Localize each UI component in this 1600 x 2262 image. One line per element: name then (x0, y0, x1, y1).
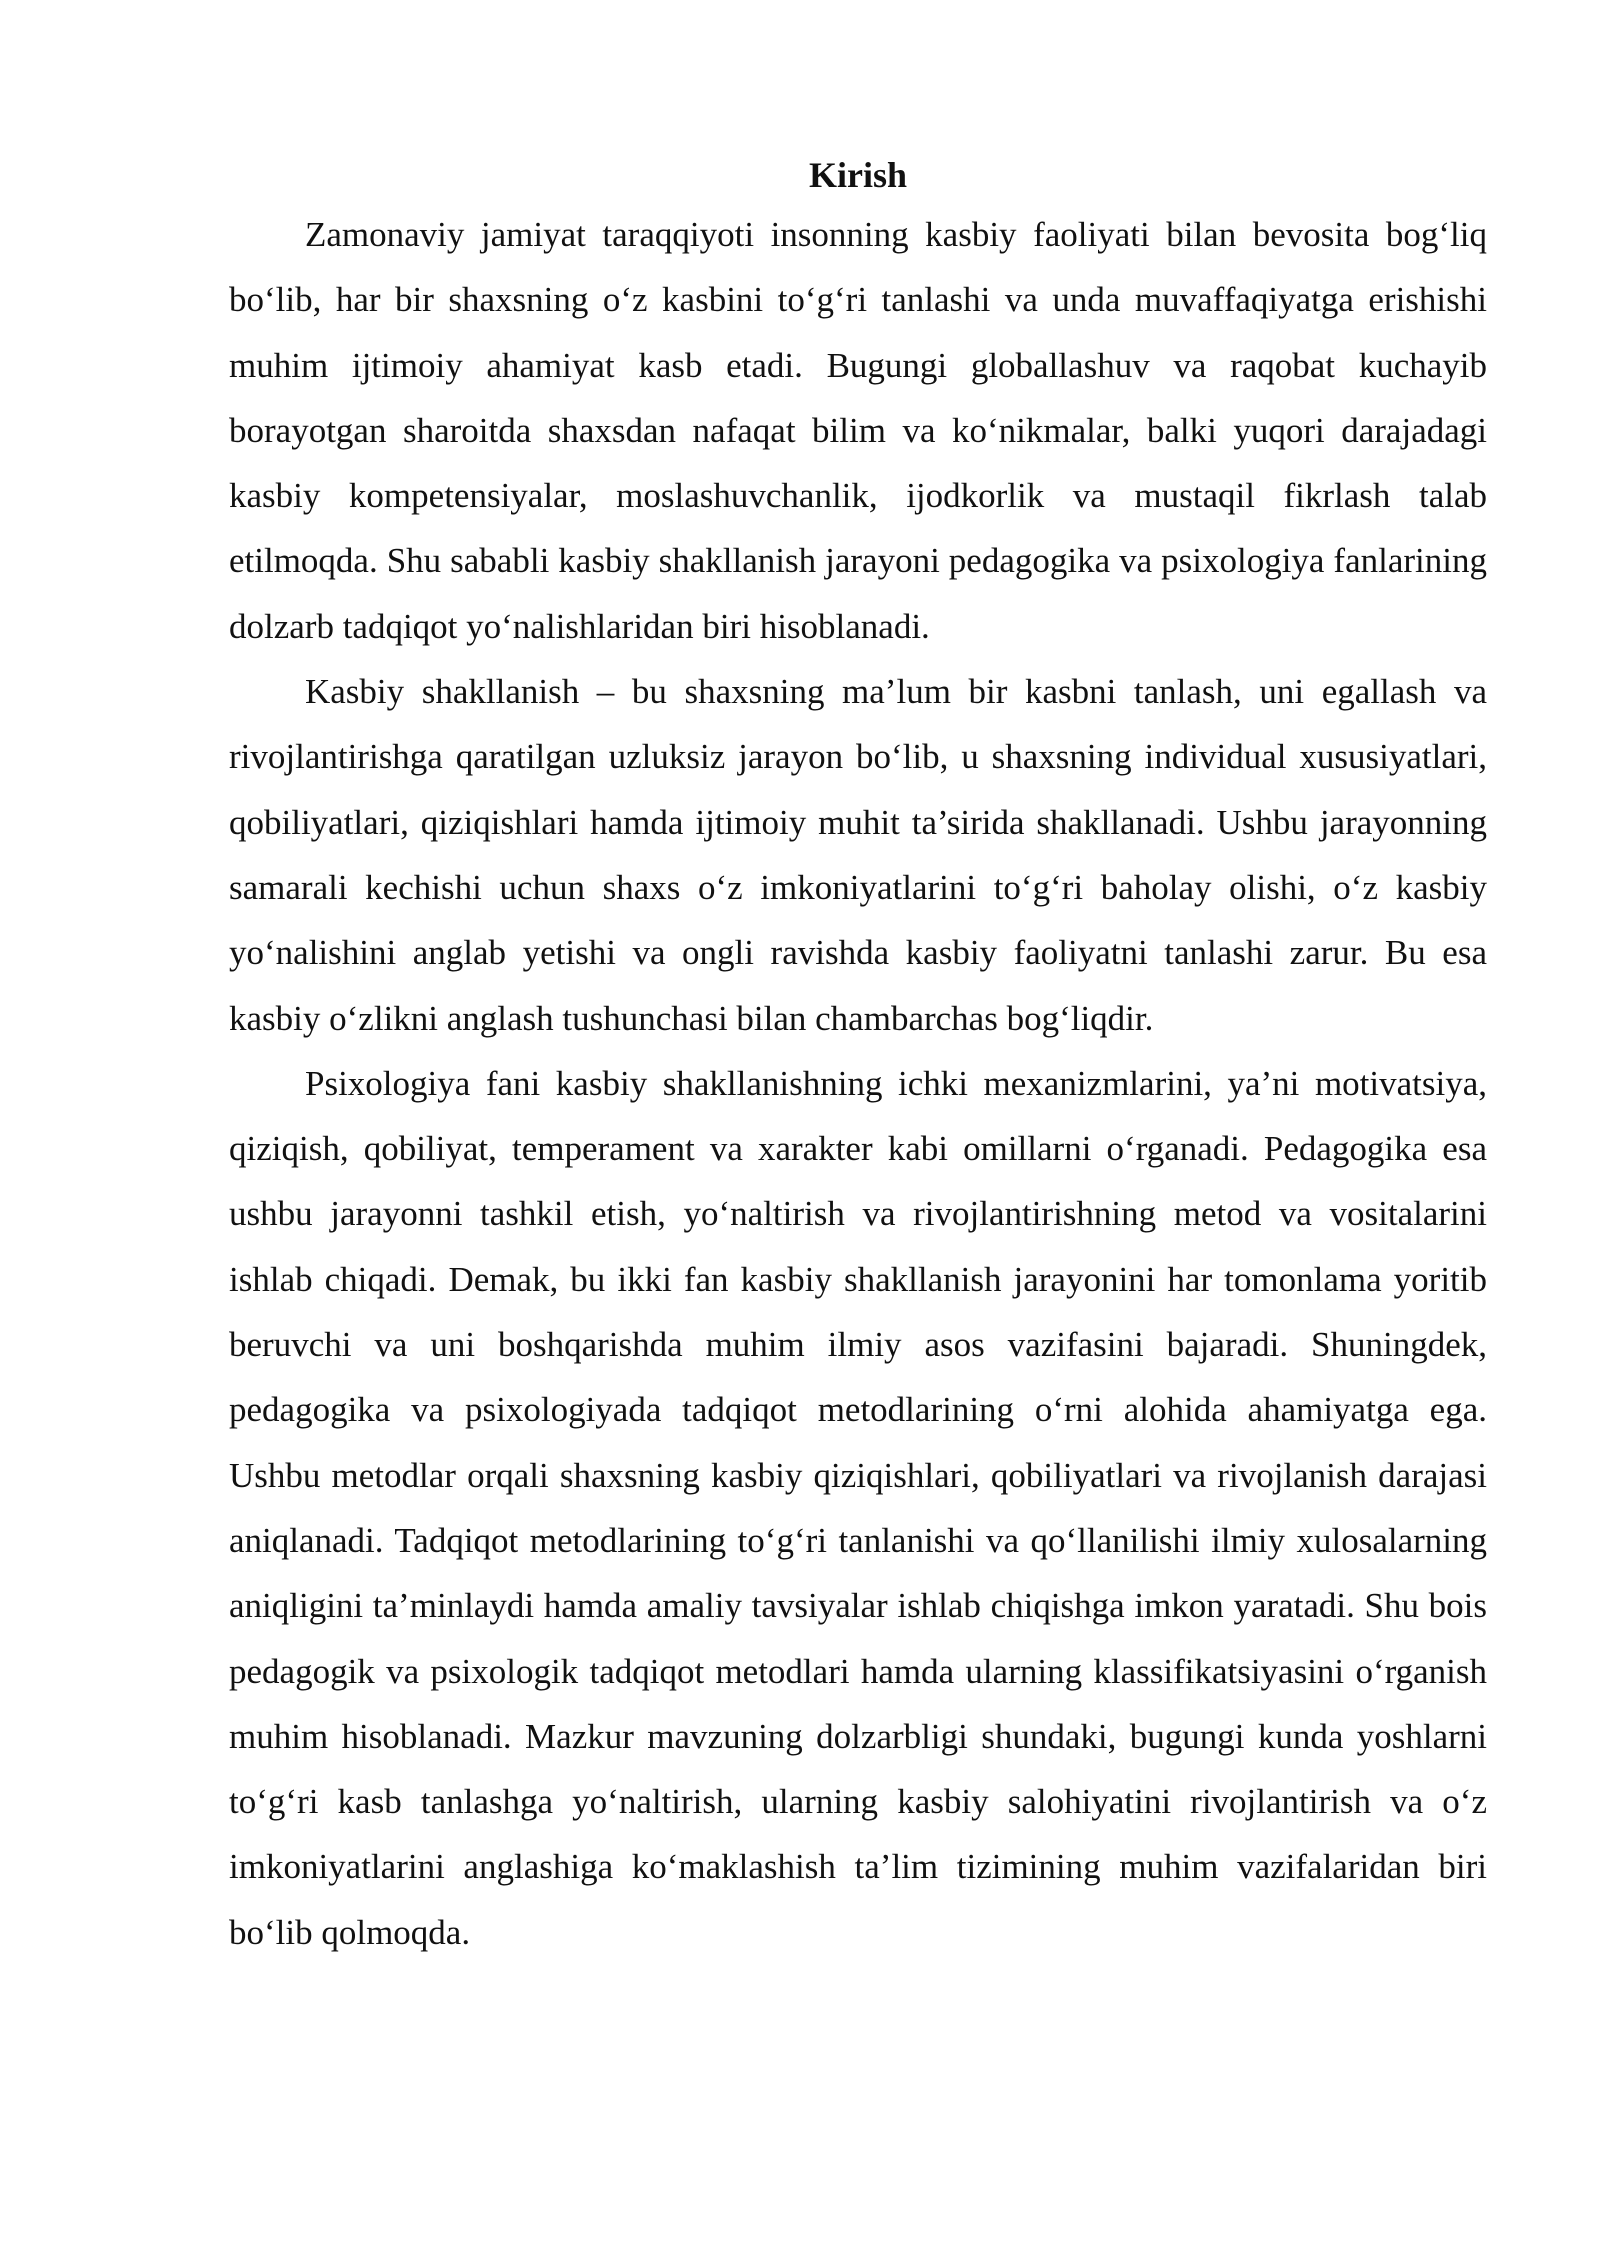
document-body (229, 148, 1487, 1965)
paragraph-psychology-pedagogy: Psixologiya fani kasbiy shakllanishning ichki mexanizmlarini, ya’ni motivatsiya, qiziqish, qobiliyat, temperament va xarakter kabi omillarni o‘rganadi. Pedagogika esa ushbu jarayonni tashkil etish, yo‘naltirish va rivojlantirishning metod va vositalarini ishlab chiqadi. Demak, bu ikki fan kasbiy shakllanish jarayonini har tomonlama yoritib beruvchi va uni boshqarishda muhim ilmiy asos vazifasini bajaradi. Shuningdek, pedagogika va psixologiyada tadqiqot metodlarining o‘rni alohida ahamiyatga ega. Ushbu metodlar orqali shaxsning kasbiy qiziqishlari, qobiliyatlari va rivojlanish darajasi aniqlanadi. Tadqiqot metodlarining to‘g‘ri tanlanishi va qo‘llanilishi ilmiy xulosalarning aniqligini ta’minlaydi hamda amaliy tavsiyalar ishlab chiqishga imkon yaratadi. Shu bois pedagogik va psixologik tadqiqot metodlari hamda ularning klassifikatsiyasini o‘rganish muhim hisoblanadi. Mazkur mavzuning dolzarbligi shundaki, bugungi kunda yoshlarni to‘g‘ri kasb tanlashga yo‘naltirish, ularning kasbiy salohiyatini rivojlantirish va o‘z imkoniyatlarini anglashiga ko‘maklashish ta’lim tizimining muhim vazifalaridan biri bo‘lib qolmoqda. (229, 1063, 1487, 1952)
document-title: Kirish (808, 155, 907, 195)
paragraph-intro: Zamonaviy jamiyat taraqqiyoti insonning kasbiy faoliyati bilan bevosita bog‘liq bo‘lib, har bir shaxsning o‘z kasbini to‘g‘ri tanlashi va unda muvaffaqiyatga erishishi muhim ijtimoiy ahamiyat kasb etadi. Bugungi globallashuv va raqobat kuchayib borayotgan sharoitda shaxsdan nafaqat bilim va ko‘nikmalar, balki yuqori darajadagi kasbiy kompetensiyalar, moslashuvchanlik, ijodkorlik va mustaqil fikrlash talab etilmoqda. Shu sababli kasbiy shakllanish jarayoni pedagogika va psixologiya fanlarining dolzarb tadqiqot yo‘nalishlaridan biri hisoblanadi. (229, 215, 1487, 646)
paragraph-definition: Kasbiy shakllanish – bu shaxsning ma’lum bir kasbni tanlash, uni egallash va rivojlantirishga qaratilgan uzluksiz jarayon bo‘lib, u shaxsning individual xususiyatlari, qobiliyatlari, qiziqishlari hamda ijtimoiy muhit ta’sirida shakllanadi. Ushbu jarayonning samarali kechishi uchun shaxs o‘z imkoniyatlarini to‘g‘ri baholay olishi, o‘z kasbiy yo‘nalishini anglab yetishi va ongli ravishda kasbiy faoliyatni tanlashi zarur. Bu esa kasbiy o‘zlikni anglash tushunchasi bilan chambarchas bog‘liqdir. (229, 672, 1487, 1038)
